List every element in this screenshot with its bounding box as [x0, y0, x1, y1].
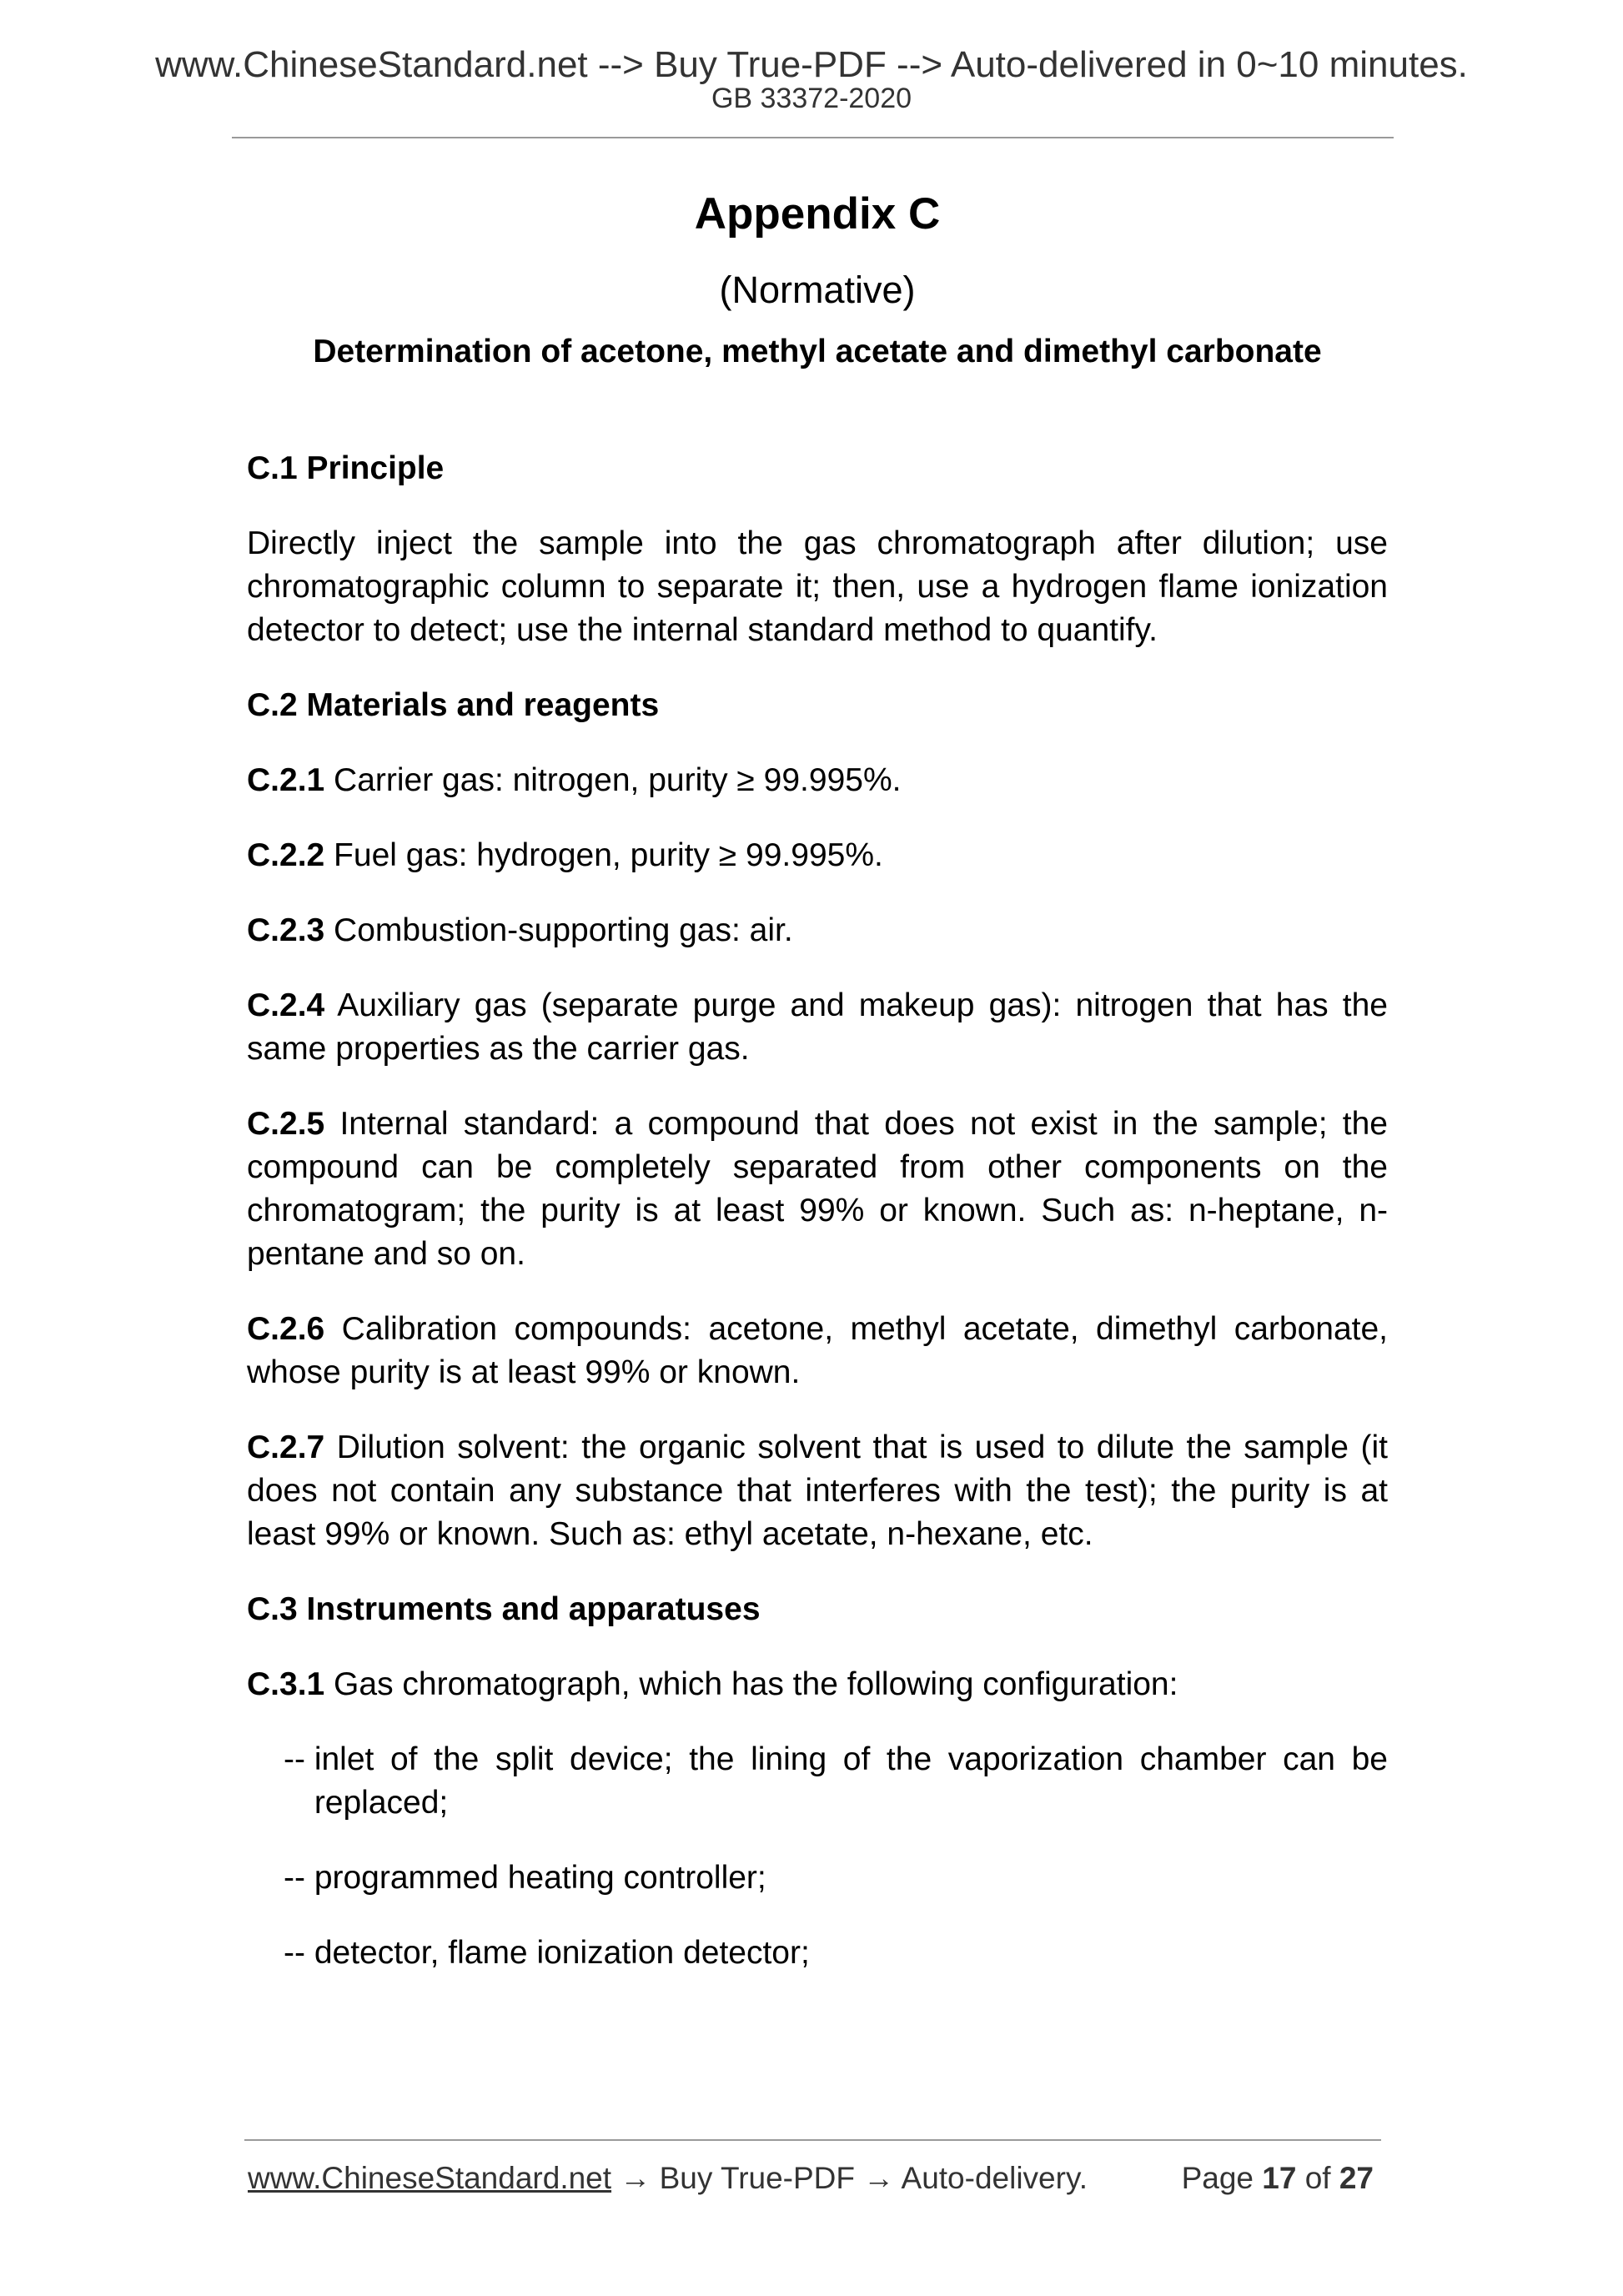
standard-code: GB 33372-2020 [711, 83, 912, 114]
clause-number: C.3.1 [247, 1666, 325, 1702]
clause-c-2-2 [247, 834, 1388, 877]
paragraph-c1: Directly inject the sample into the gas chromatograph after dilution; use chromatographic column to separate it; then, use a hydrogen flame ionization detector to detect; use the internal standard method to quantify. [247, 525, 1388, 648]
page-total: 27 [1339, 2161, 1374, 2195]
clause-number: C.2.3 [247, 912, 325, 948]
clause-text: Combustion-supporting gas: air. [324, 912, 793, 948]
clause-text: Fuel gas: hydrogen, purity ≥ 99.995%. [324, 837, 883, 873]
bullet-item [284, 1932, 1388, 1975]
section-heading-c2: C.2 Materials and reagents [247, 687, 660, 723]
bullet-text: programmed heating controller; [314, 1860, 766, 1896]
bullet-dash: -- [284, 1935, 314, 1971]
clause-c-2-1 [247, 759, 1388, 802]
clause-c-2-5 [247, 1103, 1388, 1276]
clause-c-2-3 [247, 909, 1388, 952]
clause-text: Auxiliary gas (separate purge and makeup gas): nitrogen that has the same properties as the carrier gas. [247, 987, 1388, 1067]
section-heading-c3: C.3 Instruments and apparatuses [247, 1591, 761, 1627]
bullet-item [284, 1738, 1388, 1825]
page-footer [248, 2158, 1382, 2198]
header-banner: www.ChineseStandard.net --> Buy True-PDF --> Auto-delivered in 0~10 minutes. [155, 44, 1468, 85]
appendix-title: Appendix C [694, 189, 941, 239]
page-indicator [1182, 2158, 1374, 2198]
page-label: Page [1181, 2161, 1263, 2195]
clause-text: Gas chromatograph, which has the following configuration: [324, 1666, 1178, 1702]
clause-c-3-1 [247, 1663, 1388, 1706]
clause-number: C.2.1 [247, 762, 325, 798]
appendix-subtitle: (Normative) [719, 269, 916, 311]
clause-text: Carrier gas: nitrogen, purity ≥ 99.995%. [324, 762, 902, 798]
header-divider [232, 137, 1394, 138]
clause-c-2-7 [247, 1426, 1388, 1556]
clause-number: C.2.6 [247, 1311, 325, 1347]
footer-site-link[interactable]: www.ChineseStandard.net [248, 2161, 612, 2195]
appendix-description: Determination of acetone, methyl acetate and dimethyl carbonate [313, 334, 1322, 369]
clause-c-2-4 [247, 984, 1388, 1071]
clause-text: Calibration compounds: acetone, methyl acetate, dimethyl carbonate, whose purity is at least 99% or known. [247, 1311, 1388, 1390]
clause-text: Dilution solvent: the organic solvent that is used to dilute the sample (it does not contain any substance that interferes with the test); the purity is at least 99% or known. Such as: ethyl acetate, n-hexane, etc. [247, 1429, 1388, 1552]
clause-number: C.2.4 [247, 987, 325, 1023]
footer-divider [244, 2139, 1381, 2141]
bullet-item [284, 1856, 1388, 1900]
document-body [247, 183, 1388, 1975]
clause-c-2-6 [247, 1308, 1388, 1394]
bullet-dash: -- [284, 1741, 314, 1777]
bullet-text: inlet of the split device; the lining of the vaporization chamber can be replaced; [314, 1741, 1388, 1821]
page-number: 17 [1262, 2161, 1297, 2195]
page-of-label: of [1296, 2161, 1339, 2195]
footer-tagline: → Buy True-PDF → Auto-delivery. [611, 2161, 1088, 2195]
clause-number: C.2.2 [247, 837, 325, 873]
clause-text: Internal standard: a compound that does not exist in the sample; the compound can be completely separated from other components on the chromatogram; the purity is at least 99% or known. Such as: n-heptane, n-pentane and so on. [247, 1106, 1388, 1272]
clause-number: C.2.7 [247, 1429, 325, 1465]
bullet-dash: -- [284, 1860, 314, 1896]
bullet-text: detector, flame ionization detector; [314, 1935, 810, 1971]
clause-number: C.2.5 [247, 1106, 325, 1142]
section-heading-c1: C.1 Principle [247, 450, 445, 486]
